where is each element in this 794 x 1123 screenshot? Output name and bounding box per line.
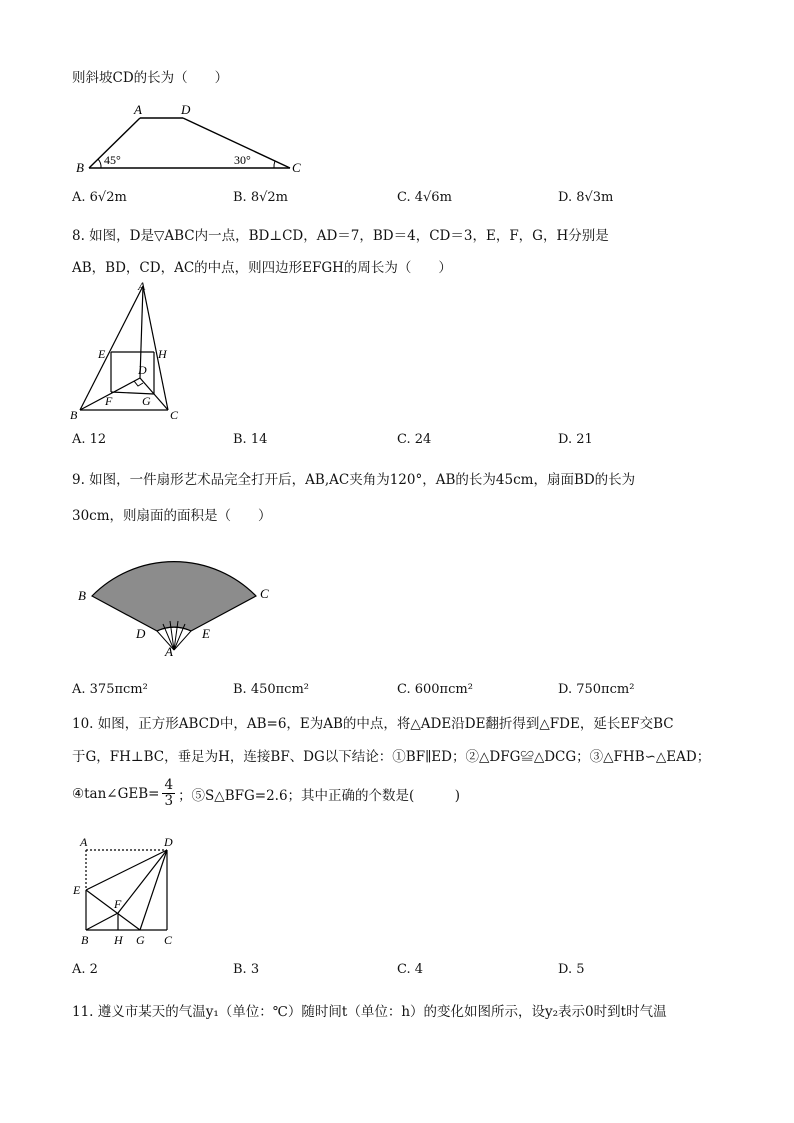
q9-option-b[interactable]: B. 450πcm² xyxy=(233,682,309,697)
q10-stem-line2: 于G，FH⊥BC，垂足为H，连接BF、DG以下结论：①BF∥ED；②△DFG≌△DCG；③△FHB∽△EAD； xyxy=(72,749,711,765)
q8-label-D: D xyxy=(138,363,147,377)
q9-option-c[interactable]: C. 600πcm² xyxy=(397,682,473,697)
q10-tan-text: ④tan∠GEB= xyxy=(72,785,160,802)
q10-label-A: A xyxy=(80,835,88,849)
q10-option-c[interactable]: C. 4 xyxy=(397,962,424,977)
q8-option-d[interactable]: D. 21 xyxy=(558,432,593,447)
q7-option-d[interactable]: D. 8√3m xyxy=(558,190,614,205)
q8-label-C: C xyxy=(170,408,179,422)
q8-triangle-figure xyxy=(68,278,198,426)
q8-option-b[interactable]: B. 14 xyxy=(233,432,268,447)
q8-label-B: B xyxy=(70,408,78,422)
q9-fan-figure xyxy=(72,540,282,665)
q8-label-E: E xyxy=(98,347,106,361)
q11-stem-line1: 11. 遵义市某天的气温y₁（单位：℃）随时间t（单位：h）的变化如图所示，设y₂表示0时到t时气温 xyxy=(72,1004,667,1020)
q9-stem-line1: 9. 如图，一件扇形艺术品完全打开后，AB,AC夹角为120°，AB的长为45cm，扇面BD的长为 xyxy=(72,472,636,488)
q10-stem-line1: 10. 如图，正方形ABCD中，AB=6，E为AB的中点，将△ADE沿DE翻折得到△FDE，延长EF交BC xyxy=(72,716,674,732)
q8-option-a[interactable]: A. 12 xyxy=(72,432,107,447)
q8-label-G: G xyxy=(142,394,151,408)
q9-label-A: A xyxy=(165,644,173,659)
q10-label-D: D xyxy=(164,835,173,849)
q7-trapezoid-figure xyxy=(70,100,310,180)
q10-fraction xyxy=(162,778,175,809)
q10-label-E: E xyxy=(73,883,81,897)
q8-stem-line1: 8. 如图，D是▽ABC内一点，BD⊥CD，AD＝7，BD＝4，CD＝3，E，F，G，H分别是 xyxy=(72,228,609,244)
q7-label-A: A xyxy=(134,102,142,117)
q10-square-figure xyxy=(70,832,185,952)
q7-stem: 则斜坡CD的长为（ ） xyxy=(72,70,229,86)
q9-option-a[interactable]: A. 375πcm² xyxy=(72,682,148,697)
q10-frac-denominator: 3 xyxy=(164,793,174,809)
q7-angle-45: 45° xyxy=(104,153,121,167)
q9-option-d[interactable]: D. 750πcm² xyxy=(558,682,635,697)
q7-option-c[interactable]: C. 4√6m xyxy=(397,190,452,205)
q10-stem-tail: ；⑤S△BFG=2.6；其中正确的个数是( ) xyxy=(178,787,461,804)
q10-frac-numerator: 4 xyxy=(164,777,174,793)
q7-label-D: D xyxy=(181,102,191,117)
q9-label-C: C xyxy=(260,586,269,601)
q9-label-D: D xyxy=(136,626,146,641)
q8-label-H: H xyxy=(158,347,167,361)
q10-option-a[interactable]: A. 2 xyxy=(72,962,98,977)
q7-label-B: B xyxy=(76,160,84,175)
q10-label-F: F xyxy=(114,897,122,911)
q8-option-c[interactable]: C. 24 xyxy=(397,432,432,447)
q10-option-d[interactable]: D. 5 xyxy=(558,962,585,977)
q9-label-B: B xyxy=(78,588,86,603)
q9-stem-line2: 30cm，则扇面的面积是（ ） xyxy=(72,508,272,524)
q10-stem-line3 xyxy=(72,778,460,809)
q8-label-F: F xyxy=(105,394,113,408)
q10-label-H: H xyxy=(114,933,123,947)
q7-label-C: C xyxy=(292,160,301,175)
q8-label-A: A xyxy=(138,279,146,293)
q9-label-E: E xyxy=(202,626,210,641)
q10-label-B: B xyxy=(81,933,89,947)
q8-stem-line2: AB，BD，CD，AC的中点，则四边形EFGH的周长为（ ） xyxy=(72,260,452,276)
q10-label-G: G xyxy=(136,933,145,947)
q10-label-C: C xyxy=(164,933,173,947)
q7-option-a[interactable]: A. 6√2m xyxy=(72,190,127,205)
q10-option-b[interactable]: B. 3 xyxy=(233,962,260,977)
q7-angle-30: 30° xyxy=(234,153,251,167)
q7-option-b[interactable]: B. 8√2m xyxy=(233,190,288,205)
